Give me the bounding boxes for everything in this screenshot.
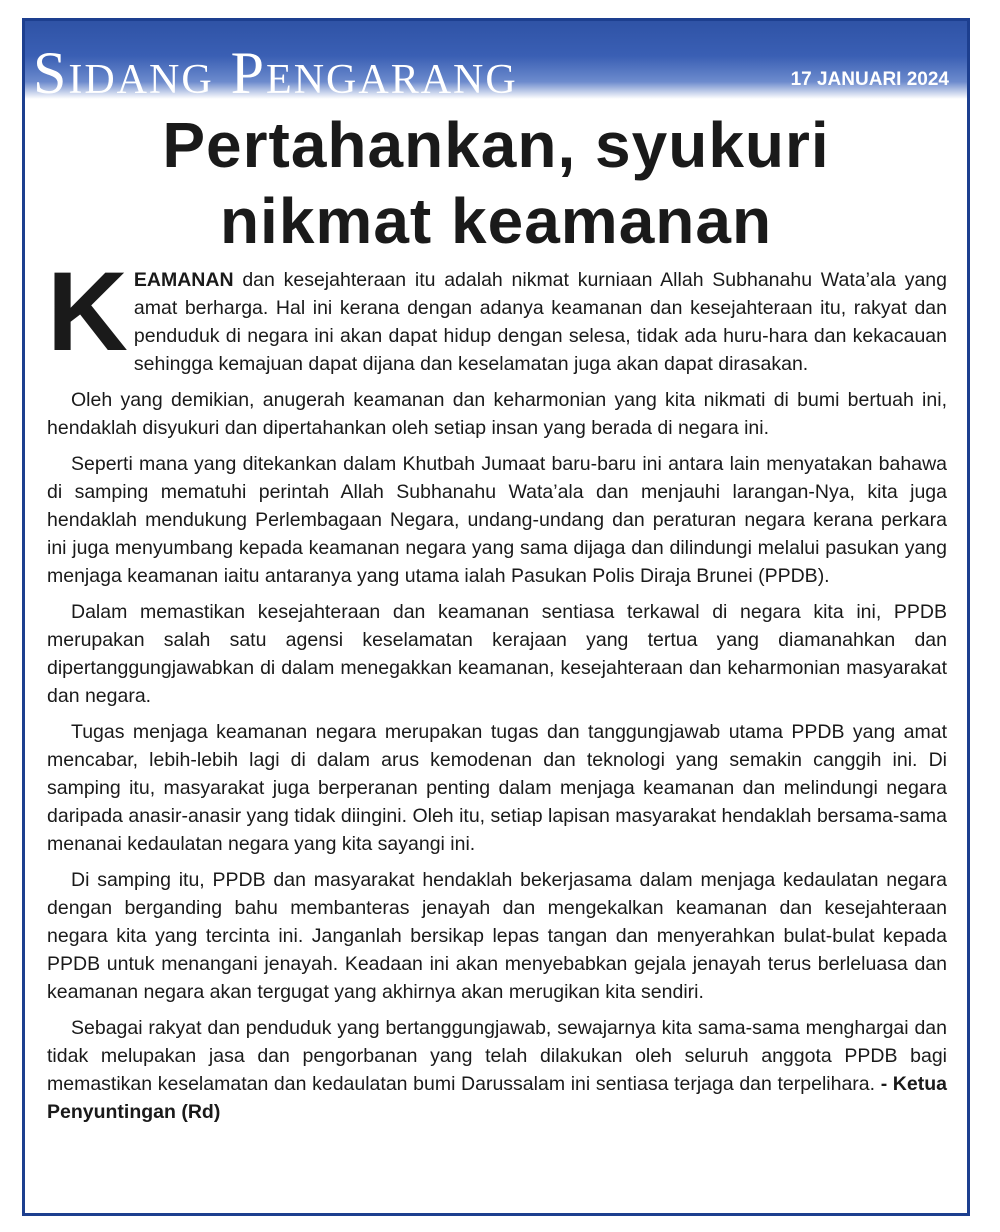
paragraph-7-text: Sebagai rakyat dan penduduk yang bertanggungjawab, sewajarnya kita sama-sama menghargai dan tidak melupakan jasa dan pengorbanan yang telah dilakukan oleh seluruh anggota PPDB bagi memastikan keselamatan dan kedaulatan bumi Darussalam ini sentiasa terjaga dan terpelihara. (47, 1017, 947, 1095)
paragraph-7 (47, 1014, 947, 1126)
masthead-banner (25, 21, 967, 99)
paragraph-1 (47, 249, 947, 378)
author-signoff: - Ketua Penyuntingan (Rd) (47, 1073, 947, 1123)
editorial-frame (22, 18, 970, 1216)
publication-date: 17 JANUARI 2024 (790, 69, 949, 90)
paragraph-3: Seperti mana yang ditekankan dalam Khutbah Jumaat baru-baru ini antara lain menyatakan bahawa di samping mematuhi perintah Allah Subhanahu Wata’ala dan menjauhi larangan-Nya, kita juga hendaklah mendukung Perlembagaan Negara, undang-undang dan peraturan negara kerana perkara ini juga menyumbang kepada keamanan negara yang sama dijaga dan dilindungi melalui pasukan yang menjaga keamanan iaitu antaranya yang utama ialah Pasukan Polis Diraja Brunei (PPDB). (47, 453, 947, 587)
paragraph-4: Dalam memastikan kesejahteraan dan keamanan sentiasa terkawal di negara kita ini, PPDB merupakan salah satu agensi keselamatan kerajaan yang tertua yang diamanahkan dan dipertanggungjawabkan di dalam menegakkan keamanan, kesejahteraan dan keharmonian masyarakat dan negara. (47, 601, 947, 707)
headline-line-2: nikmat keamanan (219, 185, 773, 257)
paragraph-2: Oleh yang demikian, anugerah keamanan dan keharmonian yang kita nikmati di bumi bertuah ini, hendaklah disyukuri dan dipertahankan oleh setiap insan yang berada di negara ini. (47, 389, 947, 439)
article-body (47, 249, 947, 1134)
paragraph-1-text: dan kesejahteraan itu adalah nikmat kurniaan Allah Subhanahu Wata’ala yang amat berharga. Hal ini kerana dengan adanya keamanan dan kesejahteraan itu, rakyat dan penduduk di negara ini akan dapat hidup dengan selesa, tidak ada huru-hara dan kekacauan sehingga kemajuan dapat dijana dan keselamatan juga akan dapat dirasakan. (133, 269, 947, 375)
paragraph-5: Tugas menjaga keamanan negara merupakan tugas dan tanggungjawab utama PPDB yang amat mencabar, lebih-lebih lagi di dalam arus kemodenan dan teknologi yang semakin canggih ini. Di samping itu, masyarakat juga berperanan penting dalam menjaga keamanan dan melindungi negara daripada anasir-anasir yang tidak diingini. Oleh itu, setiap lapisan masyarakat hendaklah bersama-sama menanai kedaulatan negara yang kita sayangi ini. (47, 721, 947, 855)
article-headline (25, 107, 967, 259)
drop-cap: K (47, 249, 128, 374)
section-title: Sidang Pengarang (33, 40, 518, 99)
paragraph-6: Di samping itu, PPDB dan masyarakat hendaklah bekerjasama dalam menjaga kedaulatan negara dengan berganding bahu membanteras jenayah dan mengekalkan keamanan dan kesejahteraan negara kita yang tercinta ini. Janganlah bersikap lepas tangan dan menyerahkan bulat-bulat kepada PPDB untuk menangani jenayah. Keadaan ini akan menyebabkan gejala jenayah terus berleluasa dan keamanan negara akan tergugat yang akhirnya akan merugikan kita sendiri. (47, 869, 947, 1003)
headline-line-1: Pertahankan, syukuri (162, 109, 830, 181)
lead-word: EAMANAN (133, 269, 234, 291)
